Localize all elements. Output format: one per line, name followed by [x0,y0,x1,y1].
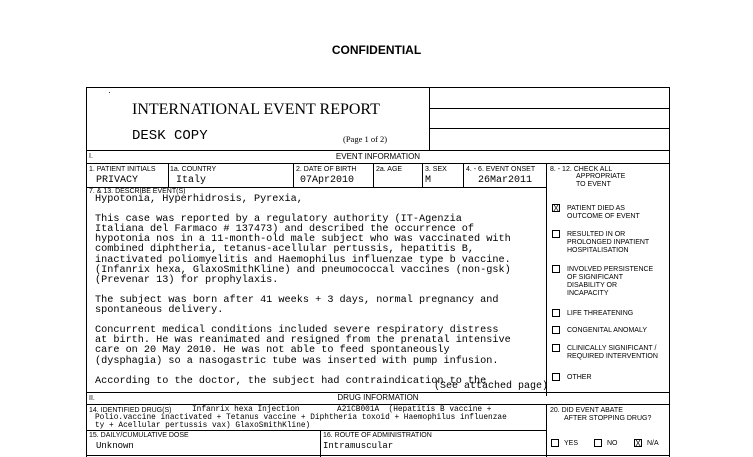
identified-drug-label: 14. IDENTIFIED DRUG(S) [89,407,172,414]
drug-line-2: Polio.vaccine inactivated + Tetanus vaccine + Diphtheria toxoid + Haemophilus influenzae [95,414,507,422]
event-narrative: Hypotonia, Hyperhidrosis, Pyrexia, This case was reported by a regulatory authority (IT-Agenzia Italiana del Farmaco # 137473) and described the occurrence of hypotonia nos in a 11-month-old male subject who was vaccinated with combined diphtheria, tetanus-acellular pertussis, hepatitis B, inactivated poliomyelitis and Haemophilus influenzae type b vaccine. (Infanrix hexa, GlaxoSmithKline) and pneumococcal vaccines (non-gsk) (Prevenar 13) for prophylaxis. The subject was born after 41 weeks + 3 days, normal pregnancy and spontaneous delivery. Concurrent medical conditions included severe respiratory distress at birth. He was reanimated and resigned from the prenatal intensive care on 20 May 2010. He was not able to feed spontaneously (dysphagia) so a nasogastric tube was inserted with pump infusion. According to the doctor, the subject had contraindication to the [95,194,511,387]
confidential-heading: CONFIDENTIAL [331,43,422,57]
patient-initials-value: PRIVACY [96,175,139,186]
outcome-checkbox[interactable] [552,265,560,273]
outcome-label: OF SIGNIFICANT [567,274,623,281]
check-all-label-1: 8. - 12. CHECK ALL [550,166,613,173]
header-dot: · [108,87,111,97]
outcome-label: CONGENITAL ANOMALY [567,327,647,334]
row1-divider-2 [293,163,294,187]
outcome-label: PROLONGED INPATIENT [567,239,650,246]
section1-title: EVENT INFORMATION [335,152,421,161]
drug-divider [546,404,547,457]
frame-top [86,87,670,88]
country-value: Italy [176,175,207,186]
abate-option-label: NO [607,440,618,447]
outcome-checkbox[interactable] [552,373,560,381]
abate-checkbox-yes[interactable] [551,439,559,447]
section1-top-line [86,150,670,151]
outcome-checkbox[interactable] [552,230,560,238]
outcome-checkbox[interactable] [552,344,560,352]
outcome-label: PATIENT DIED AS [567,205,625,212]
route-label: 16. ROUTE OF ADMINISTRATION [323,432,432,439]
check-all-label-3: TO EVENT [576,181,611,188]
sex-value: M [425,175,432,186]
outcome-label: HOSPITALISATION [567,247,629,254]
onset-label: 4. - 6. EVENT ONSET [466,166,536,173]
row1-divider-3 [373,163,374,187]
header-divider [429,87,430,150]
age-label: 2a. AGE [376,166,403,173]
dob-value: 07Apr2010 [300,175,355,186]
check-all-label-2: APPROPRIATE [576,173,626,180]
row1-divider-4 [422,163,423,187]
header-row-line-1 [429,108,669,109]
country-label: 1a. COUNTRY [170,166,217,173]
outcome-checkbox[interactable] [552,326,560,334]
abate-option-label: N/A [647,440,659,447]
abate-option-label: YES [564,440,579,447]
route-value: Intramuscular [323,441,394,451]
abate-checkbox-no[interactable] [594,439,602,447]
dose-route-divider [320,430,321,457]
outcome-label: INCAPACITY [567,290,609,297]
drug-line-1: Infanrix hexa Injection A21CB001A (Hepatitis B vaccine + [192,406,492,414]
section2-bottom-line [86,404,670,405]
outcome-checkbox[interactable]: X [553,204,559,213]
sex-label: 3. SEX [425,166,447,173]
abate-label-2: AFTER STOPPING DRUG? [564,415,652,422]
outcome-label: RESULTED IN OR [567,231,626,238]
section2-roman: II. [89,395,95,402]
bottom-cut-line [86,455,670,456]
dose-top-line [86,430,546,431]
abate-checkbox-na[interactable]: X [635,439,641,448]
section2-title: DRUG INFORMATION [337,393,419,402]
dob-label: 2. DATE OF BIRTH [296,166,357,173]
outcome-label: INVOLVED PERSISTENCE [567,266,654,273]
section1-roman: I. [89,153,93,160]
patient-initials-label: 1. PATIENT INITIALS [89,166,156,173]
drug-line-3: ty + Acellular pertussis vax) GlaxoSmithKline) [95,422,311,430]
row1-divider-5 [463,163,464,187]
outcome-label: LIFE THREATENING [567,310,634,317]
dose-label: 15. DAILY/CUMULATIVE DOSE [89,432,189,439]
onset-value: 26Mar2011 [478,175,533,186]
abate-label-1: 20. DID EVENT ABATE [550,407,623,414]
report-title: INTERNATIONAL EVENT REPORT [132,101,380,118]
outcome-label: DISABILITY OR [567,282,618,289]
see-attached-page: (See attached page) [434,381,549,392]
header-row-line-2 [429,128,669,129]
outcome-label: REQUIRED INTERVENTION [567,353,658,360]
row1-divider-1 [168,163,169,187]
describe-events-label: 7. & 13. DESCRIBE EVENT(S) [89,188,186,195]
page-info: (Page 1 of 2) [343,134,388,144]
outcome-checkbox[interactable] [552,309,560,317]
outcome-label: OTHER [567,374,592,381]
dose-value: Unknown [96,441,134,451]
outcome-label: CLINICALLY SIGNIFICANT / [567,345,657,352]
outcome-label: OUTCOME OF EVENT [567,213,640,220]
section1-bottom-line [86,163,670,164]
desk-copy-label: DESK COPY [132,128,208,144]
